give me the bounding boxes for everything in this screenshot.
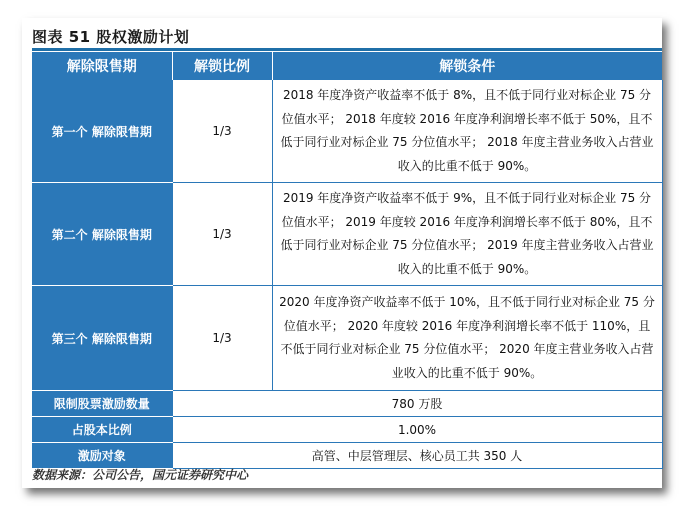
incentive-plan-table [32, 52, 663, 469]
stage-period: 第一个 解除限售期 [32, 80, 172, 183]
document-page [22, 18, 662, 488]
table-row [32, 80, 662, 183]
summary-label: 占股本比例 [32, 417, 172, 443]
summary-row [32, 391, 662, 417]
table-row [32, 183, 662, 286]
summary-label: 激励对象 [32, 443, 172, 469]
stage-condition: 2020 年度净资产收益率不低于 10%，且不低于同行业对标企业 75 分位值水平； 2020 年度较 2016 年度净利润增长率不低于 110%，且不低于同行业对标企业 75 分位值水平； 2020 年度主营业务收入占营业收入的比重不低于 90%。 [272, 286, 662, 391]
summary-value: 高管、中层管理层、核心员工共 350 人 [172, 443, 662, 469]
stage-condition: 2019 年度净资产收益率不低于 9%，且不低于同行业对标企业 75 分位值水平； 2019 年度较 2016 年度净利润增长率不低于 80%，且不低于同行业对标企业 75 分位值水平； 2019 年度主营业务收入占营业收入的比重不低于 90%。 [272, 183, 662, 286]
stage-ratio: 1/3 [172, 183, 272, 286]
header-period: 解除限售期 [32, 52, 172, 80]
title-rule [32, 48, 662, 51]
summary-row [32, 443, 662, 469]
stage-ratio: 1/3 [172, 80, 272, 183]
table-row [32, 286, 662, 391]
summary-value: 1.00% [172, 417, 662, 443]
table-title: 图表 51 股权激励计划 [32, 28, 190, 46]
header-condition: 解锁条件 [272, 52, 662, 80]
stage-period: 第三个 解除限售期 [32, 286, 172, 391]
table-header-row [32, 52, 662, 80]
stage-condition: 2018 年度净资产收益率不低于 8%，且不低于同行业对标企业 75 分位值水平； 2018 年度较 2016 年度净利润增长率不低于 50%，且不低于同行业对标企业 75 分位值水平； 2018 年度主营业务收入占营业收入的比重不低于 90%。 [272, 80, 662, 183]
data-source-note: 数据来源：公司公告，国元证券研究中心 [32, 468, 249, 482]
summary-value: 780 万股 [172, 391, 662, 417]
stage-period: 第二个 解除限售期 [32, 183, 172, 286]
header-ratio: 解锁比例 [172, 52, 272, 80]
summary-row [32, 417, 662, 443]
stage-ratio: 1/3 [172, 286, 272, 391]
summary-label: 限制股票激励数量 [32, 391, 172, 417]
